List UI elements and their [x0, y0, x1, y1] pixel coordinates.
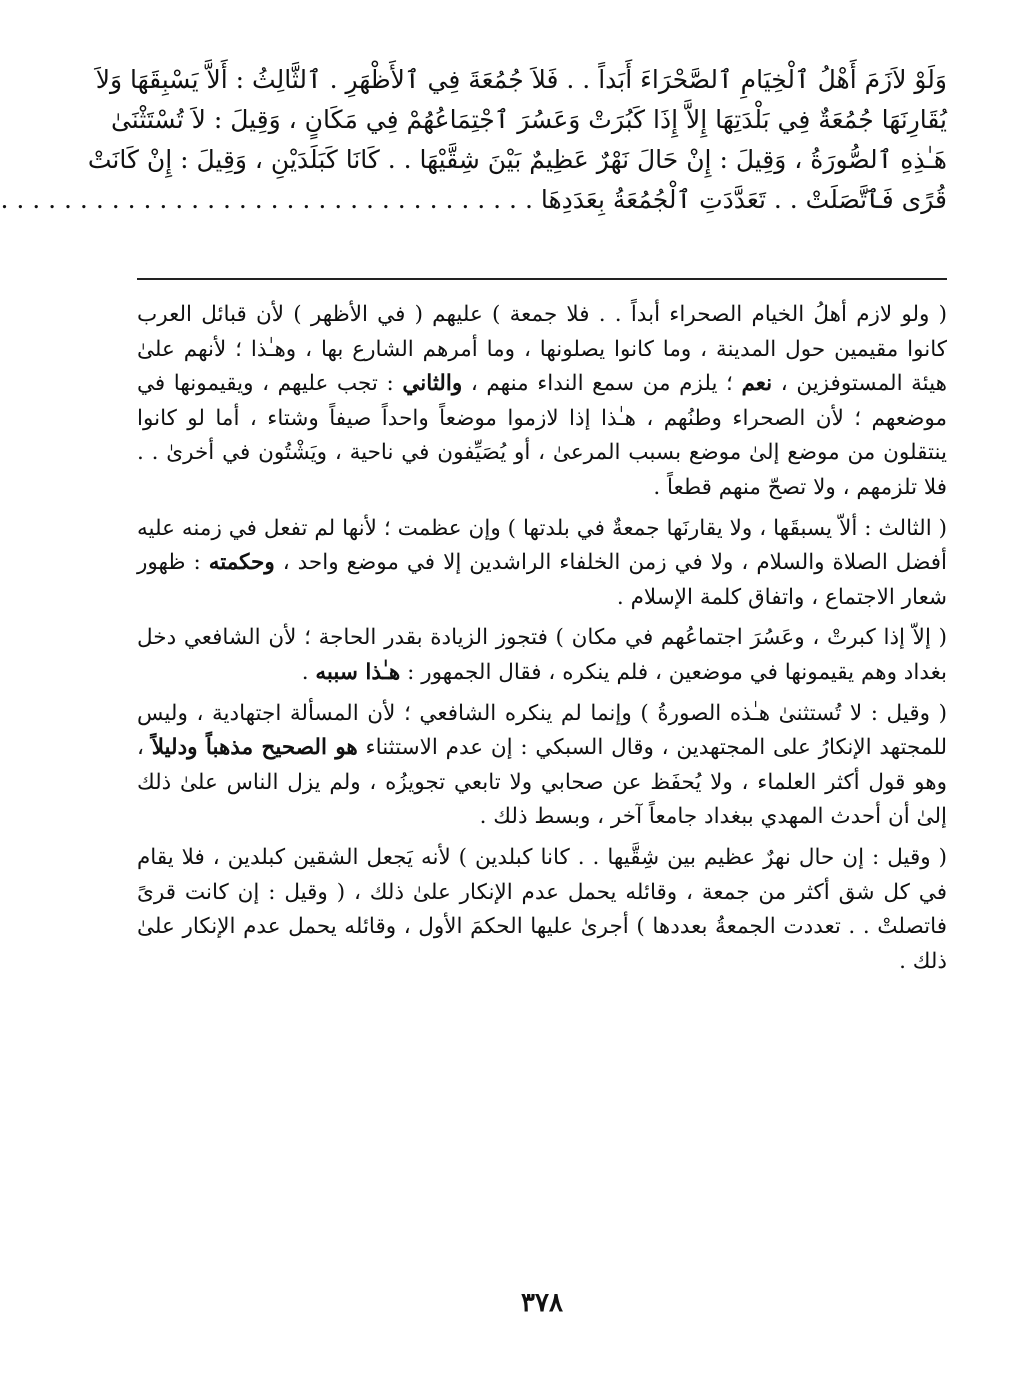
- bold-term: والثاني: [402, 371, 463, 397]
- separator-rule: [137, 278, 947, 280]
- commentary-text: .: [301, 659, 316, 685]
- commentary-paragraph: [137, 841, 947, 979]
- commentary-text: ( إلاّ إذا كبرتْ ، وعَسُرَ اجتماعُهم في مكان ) فتجوز الزيادة بقدر الحاجة ؛ لأن الشافعي دخل بغداد وهم يقيمونها في موضعين ، فلم ينكره ، فقال الجمهور :: [137, 625, 947, 685]
- commentary-text: : تجب عليهم ، ويقيمونها في موضعهم ؛ لأن الصحراء وطنُهم ، هـٰذا إذا لازموا موضعاً واحداً صيفاً وشتاء ، أما لو كانوا ينتقلون من موضع إلىٰ موضع بسبب المرعىٰ ، أو يُصَيِّفون في ناحية ، ويَشْتُون في أخرىٰ . . فلا تلزمهم ، ولا تصحّ منهم قطعاً .: [137, 371, 947, 500]
- bold-term: نعم: [741, 371, 773, 397]
- bold-term: هو الصحيح مذهباً ودليلاً: [151, 735, 358, 761]
- matn-line: قُرًى فَٱتَّصَلَتْ . . تَعَدَّدَتِ ٱلْجُمُعَةُ بِعَدَدِهَا . . . . . . . . . . . . . . . . . . . . . . . . . . . . . . . . . .: [0, 185, 947, 214]
- commentary-text: ( الثالث : ألاّ يسبقَها ، ولا يقارنَها جمعةٌ في بلدتها ) وإن عظمت ؛ لأنها لم تفعل في زمنه عليه أفضل الصلاة والسلام ، ولا في زمن الخلفاء الراشدين إلا في موضع واحد ،: [137, 515, 947, 576]
- matn-text-block: [0, 60, 947, 220]
- commentary-paragraph: [137, 298, 947, 506]
- commentary-text: ، وهو قول أكثر العلماء ، ولا يُحفَظ عن صحابي ولا تابعي تجويزُه ، ولم يزل الناس علىٰ ذلك إلىٰ أن أحدث المهدي ببغداد جامعاً آخر ، وبسط ذلك .: [137, 735, 947, 830]
- commentary-text: ( ولو لازم أهلُ الخيام الصحراء أبداً . . فلا جمعة ) عليهم ( في الأظهر ) لأن قبائل العرب كانوا مقيمين حول المدينة ، وما كانوا يصلونها ، وما أمرهم الشارع بها ، وهـٰذا ؛ لأنهم علىٰ هيئة المستوفزين ،: [137, 302, 947, 397]
- bold-term: وحكمته: [208, 550, 275, 576]
- commentary-paragraph: [137, 697, 947, 835]
- commentary-text: ؛ يلزم من سمع النداء منهم ،: [462, 371, 742, 397]
- matn-line: وَلَوْ لاَزَمَ أَهْلُ ٱلْخِيَامِ ٱلصَّحْرَاءَ أَبَداً . . فَلاَ جُمُعَةَ فِي ٱلأَظْهَرِ . ٱلثَّالِثُ : أَلاَّ يَسْبِقَهَا وَلاَ: [95, 65, 947, 94]
- commentary-text: : ظهور شعار الاجتماع ، واتفاق كلمة الإسلام .: [137, 550, 947, 610]
- commentary-paragraph: [137, 512, 947, 616]
- commentary-text: ( وقيل : لا تُستثنىٰ هـٰذه الصورةُ ) وإنما لم ينكره الشافعي ؛ لأن المسألة اجتهادية ، وليس للمجتهد الإنكارُ على المجتهدين ، وقال السبكي : إن عدم الاستثناء: [137, 700, 948, 761]
- commentary-text: ( وقيل : إن حال نهرٌ عظيم بين شِقَّيها . . كانا كبلدين ) لأنه يَجعل الشقين كبلدين ، فلا يقام في كل شق أكثر من جمعة ، وقائله يحمل عدم الإنكار علىٰ ذلك ، ( وقيل : إن كانت قرىً فاتصلتْ . . تعددت الجمعةُ بعددها ) أجرىٰ عليها الحكمَ الأول ، وقائله يحمل عدم الإنكار علىٰ ذلك .: [137, 844, 947, 974]
- bold-term: هـٰذا سببه: [315, 659, 401, 685]
- commentary-paragraph: [137, 621, 947, 690]
- matn-line: هَـٰذِهِ ٱلصُّورَةُ ، وَقِيلَ : إِنْ حَالَ نَهْرٌ عَظِيمٌ بَيْنَ شِقَّيْهَا . . كَانَا كَبَلَدَيْنِ ، وَقِيلَ : إِنْ كَانَتْ: [87, 145, 947, 174]
- matn-line: يُقَارِنَهَا جُمُعَةٌ فِي بَلْدَتِهَا إِلاَّ إِذَا كَبُرَتْ وَعَسُرَ ٱجْتِمَاعُهُمْ فِي مَكَانٍ ، وَقِيلَ : لاَ تُسْتَثْنَىٰ: [110, 105, 947, 134]
- page-number: ٣٧٨: [521, 1288, 563, 1318]
- commentary-text-block: [137, 298, 947, 983]
